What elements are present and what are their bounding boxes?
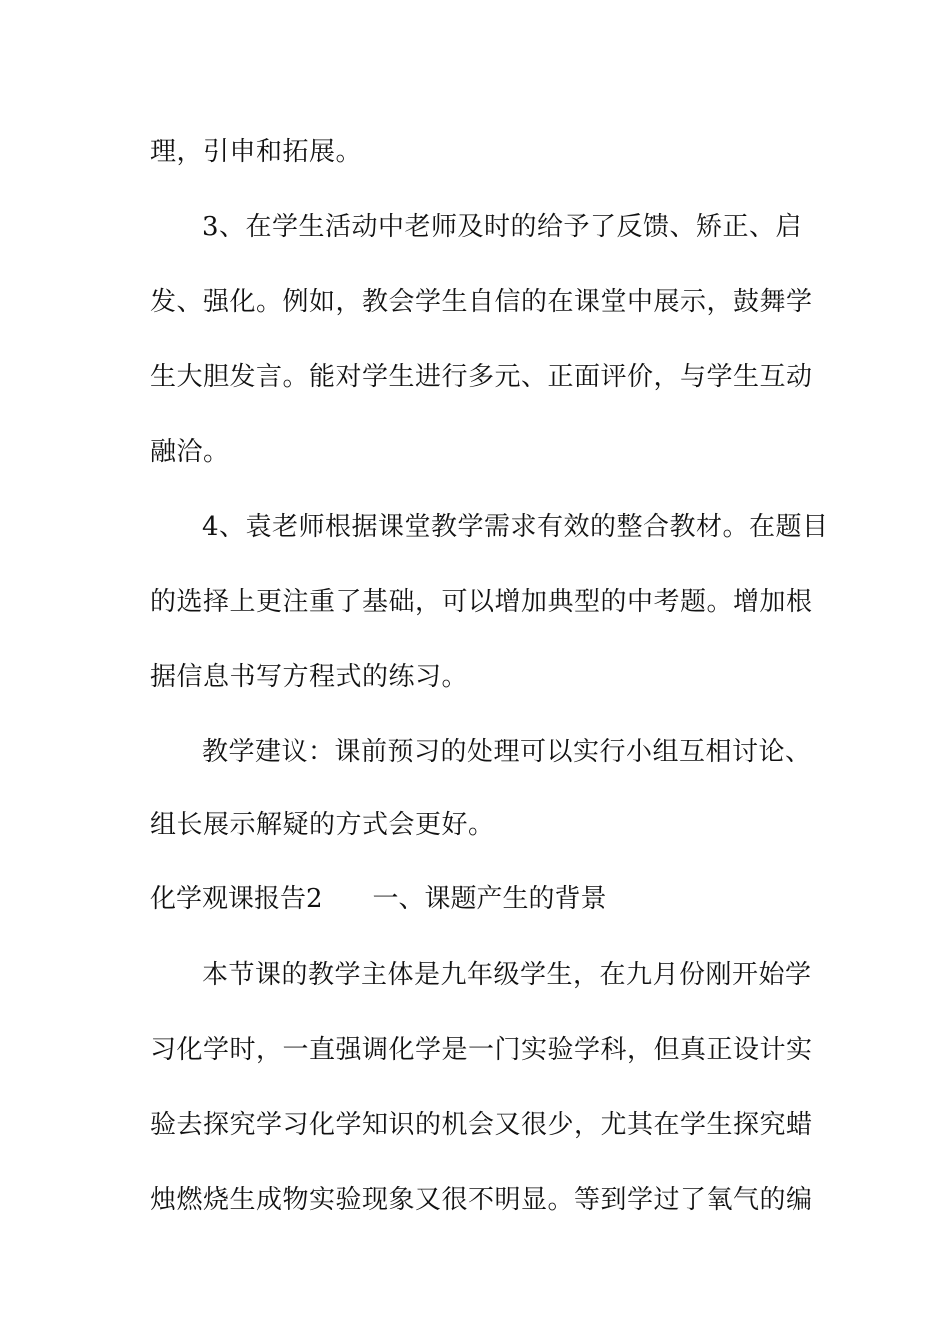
paragraph-line: 烛燃烧生成物实验现象又很不明显。等到学过了氧气的编 [150, 1185, 813, 1215]
paragraph-line: 融洽。 [150, 437, 230, 467]
paragraph-line: 教学建议：课前预习的处理可以实行小组互相讨论、 [202, 737, 812, 767]
paragraph-line: 4、袁老师根据课堂教学需求有效的整合教材。在题目 [202, 512, 829, 542]
section-title: 一、课题产生的背景 [372, 884, 607, 914]
paragraph-line: 理，引申和拓展。 [150, 137, 363, 167]
section-heading [150, 882, 607, 916]
paragraph-line: 的选择上更注重了基础，可以增加典型的中考题。增加根 [150, 587, 813, 617]
paragraph-line: 生大胆发言。能对学生进行多元、正面评价，与学生互动 [150, 362, 813, 392]
paragraph-line: 验去探究学习化学知识的机会又很少，尤其在学生探究蜡 [150, 1110, 813, 1140]
report-title: 化学观课报告2 [150, 884, 323, 914]
paragraph-line: 组长展示解疑的方式会更好。 [150, 810, 495, 840]
paragraph-line: 据信息书写方程式的练习。 [150, 662, 469, 692]
paragraph-line: 发、强化。例如，教会学生自信的在课堂中展示，鼓舞学 [150, 287, 813, 317]
paragraph-line: 本节课的教学主体是九年级学生，在九月份刚开始学 [202, 960, 812, 990]
paragraph-line: 习化学时，一直强调化学是一门实验学科，但真正设计实 [150, 1035, 813, 1065]
paragraph-line: 3、在学生活动中老师及时的给予了反馈、矫正、启 [202, 212, 803, 242]
